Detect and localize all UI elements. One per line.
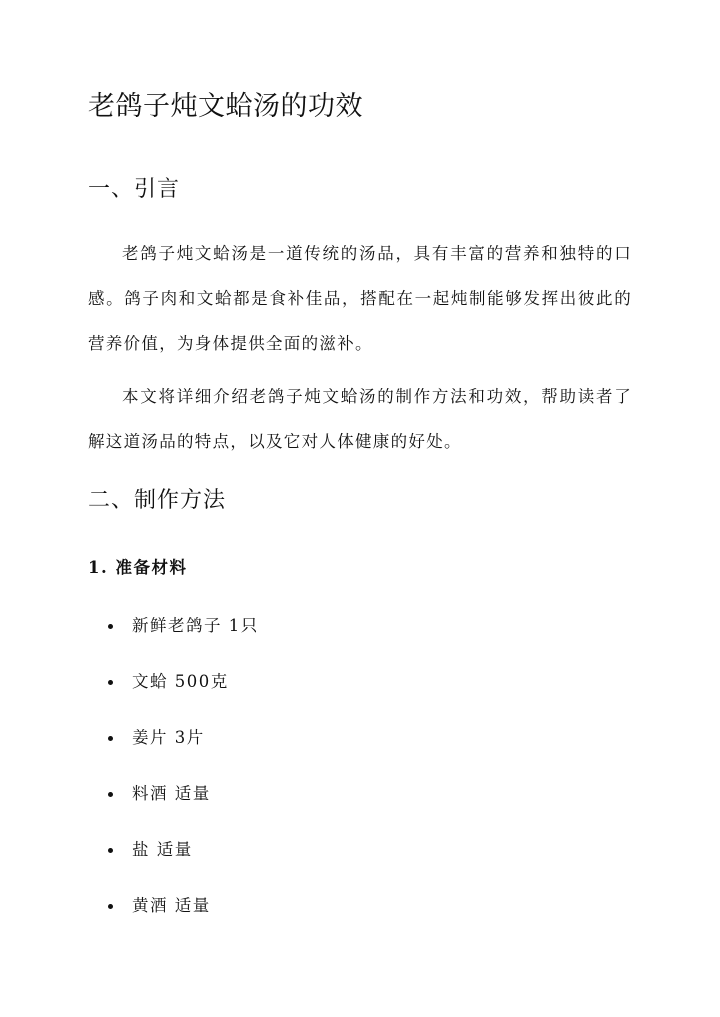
section-heading-method: 二、制作方法 bbox=[88, 488, 227, 513]
intro-paragraph-1: 老鸽子炖文蛤汤是一道传统的汤品，具有丰富的营养和独特的口感。鸽子肉和文蛤都是食补佳品，搭配在一起炖制能够发挥出彼此的营养价值，为身体提供全面的滋补。 bbox=[88, 244, 632, 353]
subsection-heading-materials: 1. 准备材料 bbox=[88, 558, 188, 577]
bullet-icon bbox=[108, 904, 113, 909]
ingredient-text: 姜片 3片 bbox=[132, 728, 205, 747]
ingredient-text: 盐 适量 bbox=[132, 840, 193, 859]
ingredient-item bbox=[88, 598, 259, 654]
ingredient-item bbox=[88, 654, 259, 710]
bullet-icon bbox=[108, 848, 113, 853]
bullet-icon bbox=[108, 736, 113, 741]
ingredient-item bbox=[88, 766, 259, 822]
ingredient-text: 料酒 适量 bbox=[132, 784, 211, 803]
ingredient-text: 文蛤 500克 bbox=[132, 672, 229, 691]
bullet-icon bbox=[108, 792, 113, 797]
intro-paragraph-2: 本文将详细介绍老鸽子炖文蛤汤的制作方法和功效，帮助读者了解这道汤品的特点，以及它对人体健康的好处。 bbox=[88, 387, 632, 451]
ingredient-list bbox=[88, 598, 259, 934]
ingredient-item bbox=[88, 710, 259, 766]
ingredient-item bbox=[88, 878, 259, 934]
bullet-icon bbox=[108, 624, 113, 629]
section-heading-introduction: 一、引言 bbox=[88, 177, 181, 202]
ingredient-item bbox=[88, 822, 259, 878]
ingredient-text: 黄酒 适量 bbox=[132, 896, 211, 915]
ingredient-text: 新鲜老鸽子 1只 bbox=[132, 616, 259, 635]
bullet-icon bbox=[108, 680, 113, 685]
document-title: 老鸽子炖文蛤汤的功效 bbox=[88, 91, 363, 122]
